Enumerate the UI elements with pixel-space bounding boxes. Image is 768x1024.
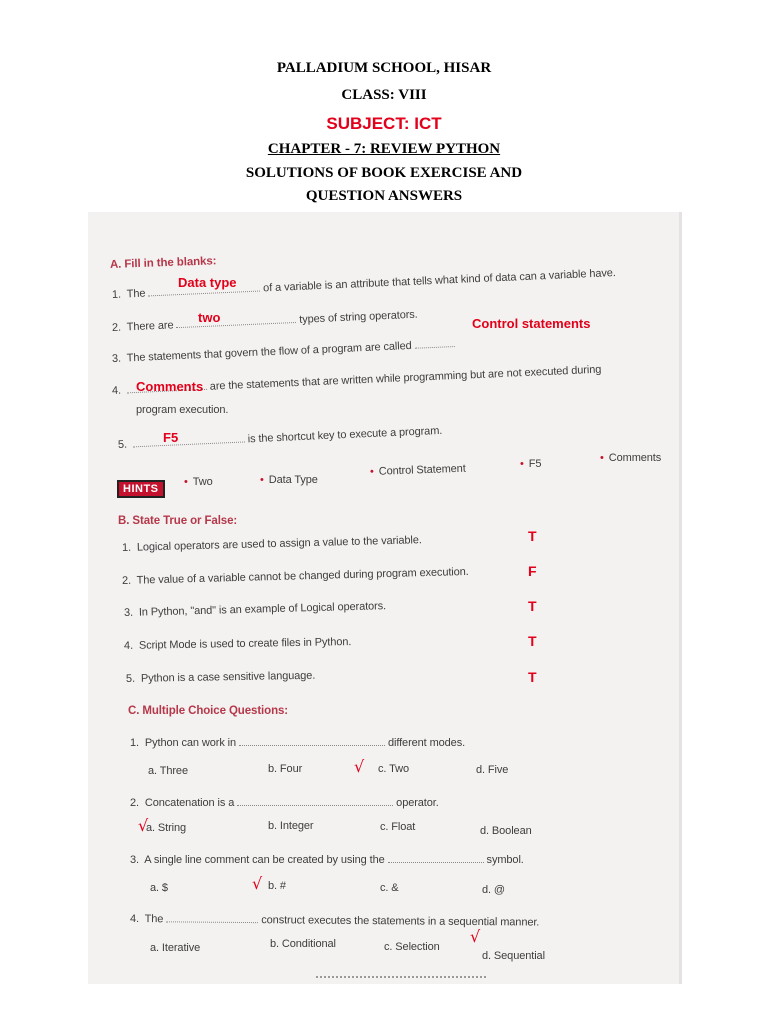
mcq-1-option-c: c. Two: [378, 763, 409, 775]
hint-item: • Data Type: [260, 474, 318, 486]
tf-answer-3: T: [528, 598, 537, 614]
fill-q3-number: 3.: [111, 352, 122, 365]
mcq-3-option-a: a. $: [150, 882, 168, 894]
tick-icon: √: [252, 874, 263, 893]
page-bottom-divider: [316, 976, 486, 981]
tf-item-5: 5. Python is a case sensitive language.: [125, 669, 316, 685]
fill-q5-number: 5.: [117, 438, 128, 451]
mcq-2-option-b: b. Integer: [268, 820, 314, 832]
hint-item: • Two: [184, 476, 213, 488]
tick-icon: √: [354, 757, 365, 776]
mcq-2: 2. Concatenation is a operator.: [130, 797, 439, 809]
mcq-2-blank: [237, 796, 393, 806]
class-label: CLASS: VIII: [341, 87, 427, 103]
chapter-title: CHAPTER - 7: REVIEW PYTHON: [267, 141, 501, 157]
fill-q4-answer: Comments: [136, 379, 204, 394]
page-edge: [679, 212, 682, 984]
solutions-title-line2: QUESTION ANSWERS: [305, 188, 463, 204]
section-a-heading: A. Fill in the blanks:: [109, 255, 217, 271]
hint-item: • Comments: [600, 452, 662, 464]
mcq-4-blank: [166, 912, 258, 923]
mcq-1-option-b: b. Four: [268, 763, 303, 775]
tick-icon: √: [470, 927, 481, 946]
fill-q2-blank: [176, 313, 296, 328]
fill-q2: [112, 308, 418, 334]
mcq-4-option-b: b. Conditional: [270, 938, 336, 950]
mcq-1-blank: [239, 736, 385, 746]
section-b-heading: B. State True or False:: [118, 515, 238, 527]
fill-q1-post: of a variable is an attribute that tells what kind of data can a variable have.: [262, 267, 616, 295]
mcq-3: 3. A single line comment can be created by using the symbol.: [130, 854, 524, 866]
fill-q4-post: are the statements that are written while programming but are not executed during: [209, 363, 602, 393]
mcq-3-blank: [388, 853, 484, 863]
mcq-3-option-d: d. @: [482, 884, 505, 896]
fill-q5-post: is the shortcut key to execute a program.: [247, 424, 443, 446]
mcq-3-option-b: b. #: [268, 880, 286, 892]
tf-item-3: 3. In Python, "and" is an example of Logical operators.: [123, 600, 387, 619]
fill-q3-text: The statements that govern the flow of a program are called: [126, 339, 412, 365]
subject-label: SUBJECT: ICT: [326, 114, 442, 133]
tf-answer-4: T: [528, 633, 537, 649]
tf-item-1: 1. Logical operators are used to assign a value to the variable.: [121, 534, 422, 554]
fill-q4-continuation: program execution.: [136, 404, 229, 416]
tf-answer-2: F: [528, 563, 537, 579]
tf-answer-5: T: [528, 669, 537, 685]
mcq-1-option-a: a. Three: [148, 765, 188, 777]
school-name: PALLADIUM SCHOOL, HISAR: [276, 60, 492, 76]
mcq-1-option-d: d. Five: [476, 764, 509, 776]
scanned-worksheet: [88, 212, 682, 984]
tf-answer-1: T: [528, 528, 537, 544]
mcq-2-option-a: a. String: [146, 822, 187, 834]
mcq-4: 4. The construct executes the statements in a sequential manner.: [129, 913, 540, 929]
fill-q3-answer: Control statements: [472, 316, 591, 331]
mcq-2-option-d: d. Boolean: [480, 825, 532, 837]
fill-q3: [112, 337, 455, 365]
mcq-4-option-c: c. Selection: [384, 941, 440, 953]
mcq-4-option-d: d. Sequential: [482, 950, 545, 962]
fill-q2-pre: There are: [126, 319, 174, 334]
fill-q1-pre: The: [126, 287, 146, 301]
fill-q3-blank: [414, 337, 454, 349]
fill-q4-number: 4.: [111, 384, 122, 397]
fill-q1-answer: Data type: [178, 275, 237, 290]
mcq-2-option-c: c. Float: [380, 821, 416, 833]
hint-item: • F5: [520, 458, 542, 470]
tick-icon: √: [138, 816, 149, 835]
mcq-4-option-a: a. Iterative: [150, 942, 201, 954]
tf-item-2: 2. The value of a variable cannot be changed during program execution.: [121, 565, 469, 587]
fill-q2-post: types of string operators.: [299, 308, 418, 326]
fill-q5-answer: F5: [163, 430, 179, 445]
solutions-title-line1: SOLUTIONS OF BOOK EXERCISE AND: [245, 165, 523, 181]
fill-q5-blank: [133, 432, 245, 447]
hint-item: • Control Statement: [369, 462, 466, 478]
fill-q2-number: 2.: [111, 321, 122, 334]
mcq-1: 1. Python can work in different modes.: [130, 737, 466, 749]
fill-q1-number: 1.: [111, 288, 122, 301]
section-c-heading: C. Multiple Choice Questions:: [128, 705, 289, 717]
fill-q2-answer: two: [198, 310, 221, 325]
hints-badge: HINTS: [117, 480, 165, 498]
tf-item-4: 4. Script Mode is used to create files in Python.: [123, 636, 352, 652]
mcq-3-option-c: c. &: [380, 882, 399, 894]
